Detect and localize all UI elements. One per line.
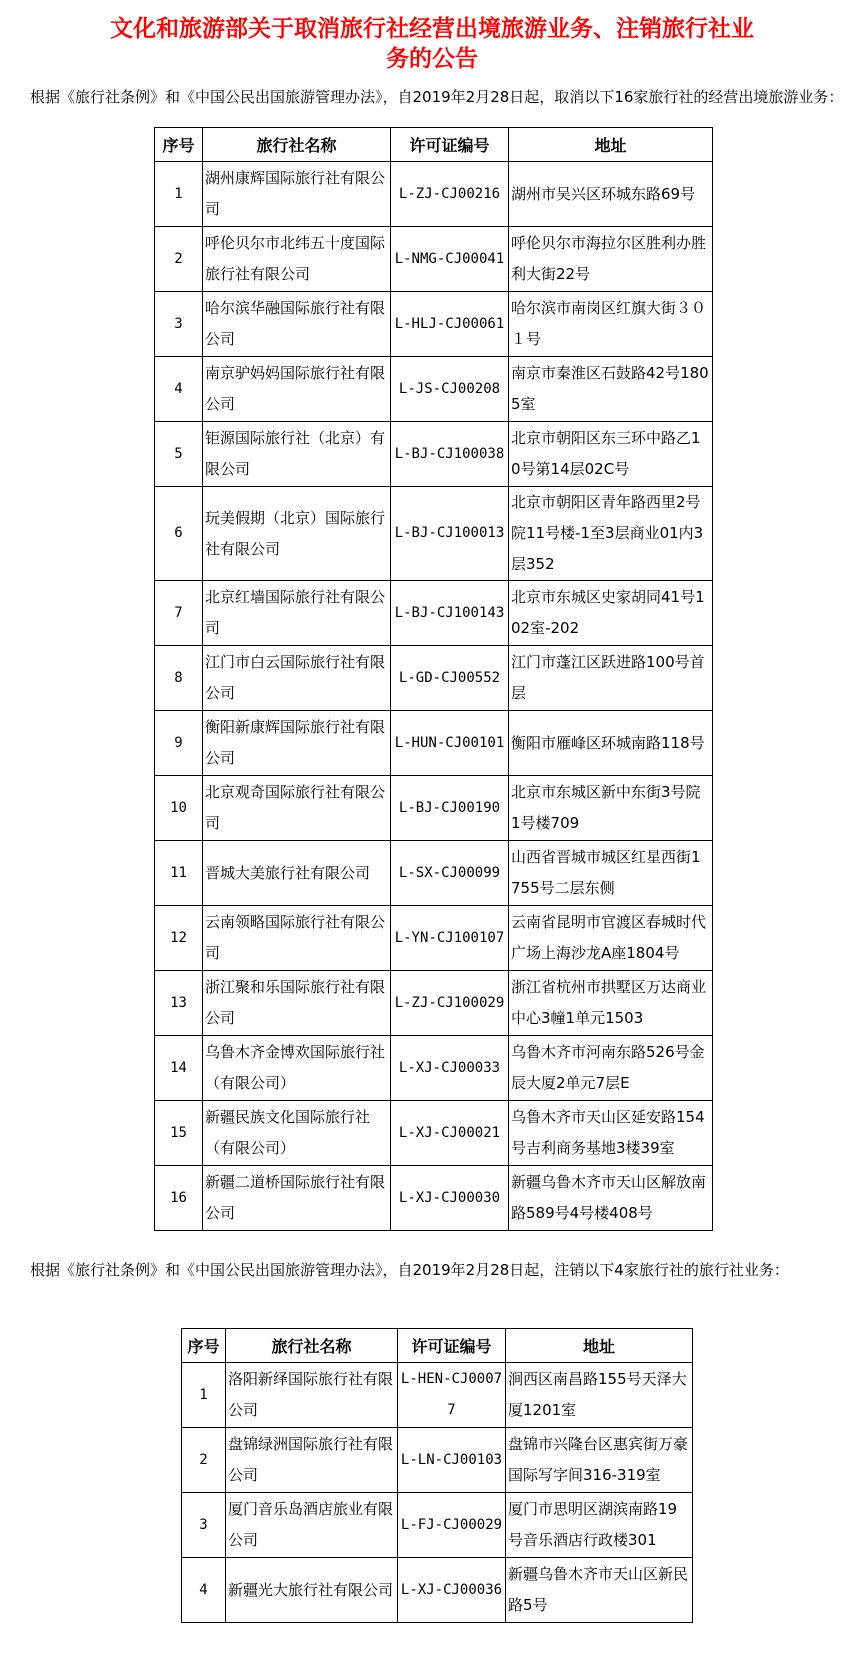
license-no-cell: L-BJ-CJ100013 (391, 487, 509, 581)
agency-name-cell: 浙江聚和乐国际旅行社有限公司 (203, 971, 391, 1036)
table-row (155, 841, 713, 906)
serial-cell: 8 (155, 646, 203, 711)
address-cell: 山西省晋城市城区红星西街1755号二层东侧 (509, 841, 713, 906)
table-row (182, 1428, 693, 1493)
serial-cell: 4 (182, 1558, 226, 1623)
address-cell: 北京市东城区史家胡同41号102室-202 (509, 581, 713, 646)
serial-cell: 4 (155, 357, 203, 422)
column-header: 地址 (509, 128, 713, 162)
page-title: 文化和旅游部关于取消旅行社经营出境旅游业务、注销旅行社业务的公告 (110, 16, 754, 72)
agency-name-cell: 湖州康辉国际旅行社有限公司 (203, 162, 391, 227)
agency-name-cell: 云南领略国际旅行社有限公司 (203, 906, 391, 971)
serial-cell: 6 (155, 487, 203, 581)
agency-name-cell: 呼伦贝尔市北纬五十度国际旅行社有限公司 (203, 227, 391, 292)
deregister-agency-table (181, 1328, 693, 1623)
table-row (155, 227, 713, 292)
address-cell: 乌鲁木齐市河南东路526号金辰大厦2单元7层E (509, 1036, 713, 1101)
address-cell: 南京市秦淮区石鼓路42号1805室 (509, 357, 713, 422)
license-no-cell: L-ZJ-CJ00216 (391, 162, 509, 227)
agency-name-cell: 盘锦绿洲国际旅行社有限公司 (226, 1428, 398, 1493)
agency-name-cell: 新疆光大旅行社有限公司 (226, 1558, 398, 1623)
table-row (182, 1558, 693, 1623)
serial-cell: 15 (155, 1101, 203, 1166)
intro-paragraph-deregister: 根据《旅行社条例》和《中国公民出国旅游管理办法》，自2019年2月28日起，注销以下4家旅行社的旅行社业务： (30, 1261, 789, 1279)
table-row (155, 422, 713, 487)
column-header: 许可证编号 (398, 1329, 506, 1363)
serial-cell: 11 (155, 841, 203, 906)
table-row (182, 1493, 693, 1558)
address-cell: 涧西区南昌路155号天泽大厦1201室 (506, 1363, 693, 1428)
table-header-row (155, 128, 713, 162)
license-no-cell: L-FJ-CJ00029 (398, 1493, 506, 1558)
address-cell: 新疆乌鲁木齐市天山区解放南路589号4号楼408号 (509, 1166, 713, 1231)
table-row (155, 581, 713, 646)
license-no-cell: L-JS-CJ00208 (391, 357, 509, 422)
table-row (155, 646, 713, 711)
table-row (155, 487, 713, 581)
table-row (155, 711, 713, 776)
license-no-cell: L-YN-CJ100107 (391, 906, 509, 971)
agency-name-cell: 南京驴妈妈国际旅行社有限公司 (203, 357, 391, 422)
license-no-cell: L-HLJ-CJ00061 (391, 292, 509, 357)
serial-cell: 16 (155, 1166, 203, 1231)
serial-cell: 12 (155, 906, 203, 971)
serial-cell: 10 (155, 776, 203, 841)
serial-cell: 7 (155, 581, 203, 646)
cancel-outbound-business-table (154, 127, 713, 1231)
license-no-cell: L-HEN-CJ00077 (398, 1363, 506, 1428)
table-row (155, 162, 713, 227)
table-row (182, 1363, 693, 1428)
address-cell: 衡阳市雁峰区环城南路118号 (509, 711, 713, 776)
column-header: 序号 (182, 1329, 226, 1363)
agency-name-cell: 厦门音乐岛酒店旅业有限公司 (226, 1493, 398, 1558)
table-row (155, 1036, 713, 1101)
address-cell: 厦门市思明区湖滨南路19号音乐酒店行政楼301 (506, 1493, 693, 1558)
serial-cell: 2 (182, 1428, 226, 1493)
serial-cell: 5 (155, 422, 203, 487)
table-header-row (182, 1329, 693, 1363)
address-cell: 云南省昆明市官渡区春城时代广场上海沙龙A座1804号 (509, 906, 713, 971)
column-header: 许可证编号 (391, 128, 509, 162)
column-header: 地址 (506, 1329, 693, 1363)
license-no-cell: L-BJ-CJ100038 (391, 422, 509, 487)
agency-name-cell: 哈尔滨华融国际旅行社有限公司 (203, 292, 391, 357)
serial-cell: 1 (182, 1363, 226, 1428)
serial-cell: 9 (155, 711, 203, 776)
address-cell: 北京市朝阳区东三环中路乙10号第14层02C号 (509, 422, 713, 487)
address-cell: 江门市蓬江区跃进路100号首层 (509, 646, 713, 711)
agency-name-cell: 玩美假期（北京）国际旅行社有限公司 (203, 487, 391, 581)
address-cell: 北京市朝阳区青年路西里2号院11号楼-1至3层商业01内3层352 (509, 487, 713, 581)
agency-name-cell: 北京观奇国际旅行社有限公司 (203, 776, 391, 841)
address-cell: 盘锦市兴隆台区惠宾街万豪国际写字间316-319室 (506, 1428, 693, 1493)
serial-cell: 13 (155, 971, 203, 1036)
agency-name-cell: 北京红墙国际旅行社有限公司 (203, 581, 391, 646)
column-header: 旅行社名称 (226, 1329, 398, 1363)
agency-name-cell: 晋城大美旅行社有限公司 (203, 841, 391, 906)
agency-name-cell: 钜源国际旅行社（北京）有限公司 (203, 422, 391, 487)
table-row (155, 776, 713, 841)
column-header: 序号 (155, 128, 203, 162)
agency-name-cell: 衡阳新康辉国际旅行社有限公司 (203, 711, 391, 776)
intro-paragraph-cancel: 根据《旅行社条例》和《中国公民出国旅游管理办法》，自2019年2月28日起，取消以下16家旅行社的经营出境旅游业务： (30, 88, 844, 106)
table-row (155, 1101, 713, 1166)
address-cell: 新疆乌鲁木齐市天山区新民路5号 (506, 1558, 693, 1623)
column-header: 旅行社名称 (203, 128, 391, 162)
license-no-cell: L-XJ-CJ00021 (391, 1101, 509, 1166)
table-row (155, 906, 713, 971)
address-cell: 哈尔滨市南岗区红旗大街３０１号 (509, 292, 713, 357)
license-no-cell: L-GD-CJ00552 (391, 646, 509, 711)
address-cell: 呼伦贝尔市海拉尔区胜利办胜利大街22号 (509, 227, 713, 292)
license-no-cell: L-SX-CJ00099 (391, 841, 509, 906)
serial-cell: 3 (155, 292, 203, 357)
serial-cell: 3 (182, 1493, 226, 1558)
license-no-cell: L-LN-CJ00103 (398, 1428, 506, 1493)
table-row (155, 292, 713, 357)
serial-cell: 1 (155, 162, 203, 227)
agency-name-cell: 新疆民族文化国际旅行社（有限公司） (203, 1101, 391, 1166)
agency-name-cell: 新疆二道桥国际旅行社有限公司 (203, 1166, 391, 1231)
table-row (155, 971, 713, 1036)
address-cell: 湖州市吴兴区环城东路69号 (509, 162, 713, 227)
serial-cell: 2 (155, 227, 203, 292)
license-no-cell: L-BJ-CJ00190 (391, 776, 509, 841)
license-no-cell: L-NMG-CJ00041 (391, 227, 509, 292)
table-row (155, 1166, 713, 1231)
license-no-cell: L-BJ-CJ100143 (391, 581, 509, 646)
table-row (155, 357, 713, 422)
serial-cell: 14 (155, 1036, 203, 1101)
address-cell: 浙江省杭州市拱墅区万达商业中心3幢1单元1503 (509, 971, 713, 1036)
license-no-cell: L-ZJ-CJ100029 (391, 971, 509, 1036)
license-no-cell: L-XJ-CJ00036 (398, 1558, 506, 1623)
agency-name-cell: 江门市白云国际旅行社有限公司 (203, 646, 391, 711)
license-no-cell: L-XJ-CJ00033 (391, 1036, 509, 1101)
license-no-cell: L-HUN-CJ00101 (391, 711, 509, 776)
address-cell: 乌鲁木齐市天山区延安路154号吉利商务基地3楼39室 (509, 1101, 713, 1166)
address-cell: 北京市东城区新中东街3号院1号楼709 (509, 776, 713, 841)
agency-name-cell: 洛阳新绎国际旅行社有限公司 (226, 1363, 398, 1428)
agency-name-cell: 乌鲁木齐金博欢国际旅行社（有限公司） (203, 1036, 391, 1101)
license-no-cell: L-XJ-CJ00030 (391, 1166, 509, 1231)
